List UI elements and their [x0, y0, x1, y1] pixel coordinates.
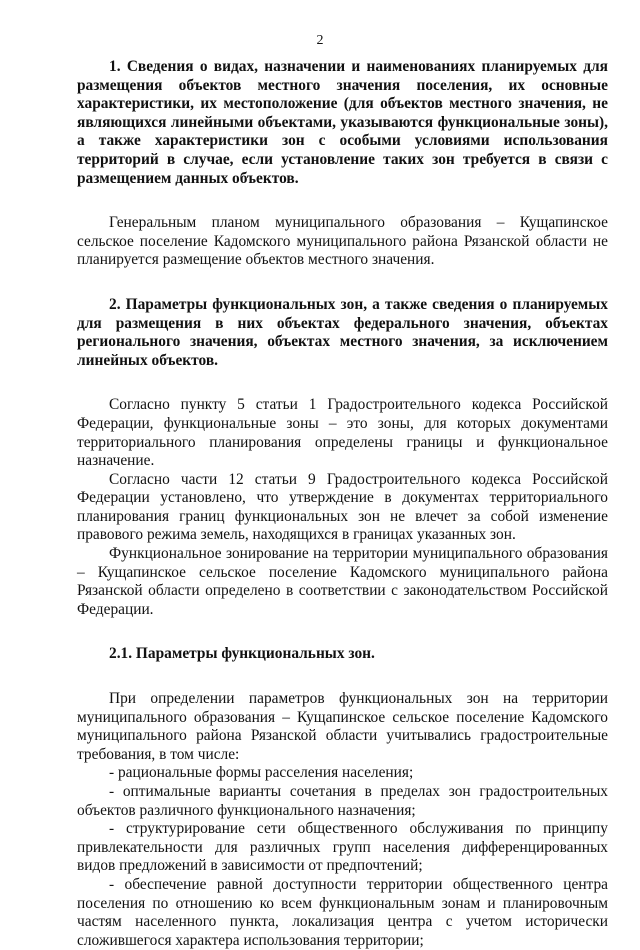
list-item: - структурирование сети общественного обслуживания по принципу привлекательности для различных групп населения дифференцированных видов предложений в зависимости от предпочтений;	[77, 820, 608, 875]
section-2-1-heading: 2.1. Параметры функциональных зон.	[109, 645, 375, 663]
spacer	[77, 188, 608, 214]
section-2-paragraph: Согласно пункту 5 статьи 1 Градостроительного кодекса Российской Федерации, функциональные зоны – это зоны, для которых документами территориального планирования определены границы и функциональное назначение.	[77, 396, 608, 470]
spacer	[77, 664, 608, 690]
spacer	[77, 619, 608, 645]
section-2-paragraph: Согласно части 12 статьи 9 Градостроительного кодекса Российской Федерации установлено, что утверждение в документах территориального планирования границ функциональных зон не влечет за собой изменение правового режима земель, находящихся в границах указанных зон.	[77, 470, 608, 544]
section-2-heading: 2. Параметры функциональных зон, а также сведения о планируемых для размещения в них объектах федерального значения, объектах регионального значения, объектах местного значения, за исключением линейных объектов.	[77, 295, 608, 369]
list-item: - обеспечение равной доступности территории общественного центра поселения по отношению ко всем функциональным зонам и планировочным частям населенного пункта, локализация центра с учетом исторически сложившегося характера использования территории;	[77, 875, 608, 949]
section-2-paragraph: Функциональное зонирование на территории муниципального образования – Кущапинское сельское поселение Кадомского муниципального района Рязанской области определено в соответствии с законодательством Российской Федерации.	[77, 545, 608, 618]
section-2-1-intro: При определении параметров функциональных зон на территории муниципального образования – Кущапинское сельское поселение Кадомского муниципального района Рязанской области учитывались градостроительные требования, в том числе:	[77, 690, 608, 763]
list-item: - оптимальные варианты сочетания в пределах зон градостроительных объектов различного функционального назначения;	[77, 783, 608, 819]
spacer	[77, 270, 608, 296]
page-content	[77, 58, 608, 950]
section-1-paragraph: Генеральным планом муниципального образования – Кущапинское сельское поселение Кадомского муниципального района Рязанской области не планируется размещение объектов местного значения.	[77, 214, 608, 269]
section-1-heading: 1. Сведения о видах, назначении и наименованиях планируемых для размещения объектов местного значения поселения, их основные характеристики, их местоположение (для объектов местного значения, не являющихся линейными объектами, указываются функциональные зоны), а также характеристики зон с особыми условиями использования территорий в случае, если установление таких зон требуется в связи с размещением данных объектов.	[77, 58, 608, 187]
list-item: - рациональные формы расселения населения;	[109, 764, 414, 782]
spacer	[77, 370, 608, 396]
page-number: 2	[316, 33, 324, 48]
